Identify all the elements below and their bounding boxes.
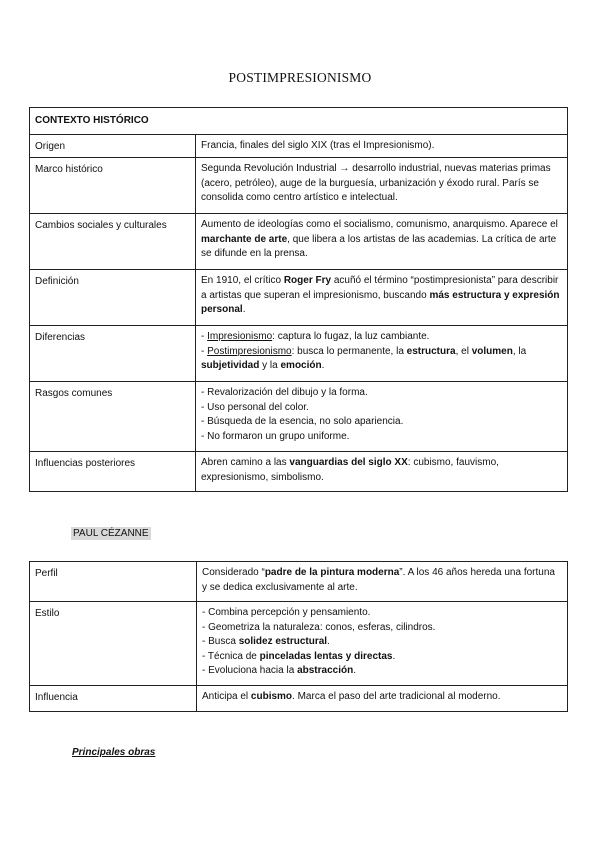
- table-row-influencias: [30, 452, 568, 492]
- row-value-influencia: Anticipa el cubismo. Marca el paso del arte tradicional al moderno.: [197, 686, 568, 712]
- row-value-perfil: Considerado “padre de la pintura moderna”. A los 46 años hereda una fortuna y se dedica exclusivamente al arte.: [197, 562, 568, 602]
- row-label-rasgos: Rasgos comunes: [30, 382, 196, 452]
- list-item: - Combina percepción y pensamiento.: [202, 607, 371, 618]
- table-row-influencia: [30, 686, 568, 712]
- table-row-perfil: [30, 562, 568, 602]
- table-row-origen: [30, 134, 568, 158]
- section-heading-cezanne: PAUL CÉZANNE: [73, 528, 149, 539]
- list-item: - Técnica de pinceladas lentas y directas.: [202, 650, 396, 662]
- row-label-definicion: Definición: [30, 270, 196, 326]
- row-value-diferencias: - Impresionismo: captura lo fugaz, la luz cambiante. - Postimpresionismo: busca lo permanente, la estructura, el volumen, la subjetividad y la emoción.: [196, 326, 568, 382]
- row-label-origen: Origen: [30, 134, 196, 158]
- list-item: - No formaron un grupo uniforme.: [201, 430, 350, 442]
- row-value-estilo: [197, 602, 568, 686]
- list-item: - Uso personal del color.: [201, 401, 309, 413]
- row-label-diferencias: Diferencias: [30, 326, 196, 382]
- section-heading-obras: Principales obras: [72, 747, 156, 758]
- table-row-estilo: [30, 602, 568, 686]
- list-item: - Geometriza la naturaleza: conos, esferas, cilindros.: [202, 621, 436, 633]
- table-row-diferencias: [30, 326, 568, 382]
- row-label-influencias: Influencias posteriores: [30, 452, 196, 492]
- list-item: - Búsqueda de la esencia, no solo apariencia.: [201, 416, 404, 428]
- context-header: CONTEXTO HISTÓRICO: [30, 108, 568, 135]
- row-label-influencia: Influencia: [30, 686, 197, 712]
- page-title: POSTIMPRESIONISMO: [228, 70, 372, 85]
- cezanne-table: [29, 561, 568, 712]
- row-label-estilo: Estilo: [30, 602, 197, 686]
- list-item: - Revalorización del dibujo y la forma.: [201, 387, 368, 399]
- table-row-header: [30, 108, 568, 135]
- context-table: [29, 107, 568, 492]
- row-label-cambios: Cambios sociales y culturales: [30, 214, 196, 270]
- row-value-origen: Francia, finales del siglo XIX (tras el Impresionismo).: [196, 134, 568, 158]
- table-row-marco: [30, 158, 568, 214]
- row-value-rasgos: [196, 382, 568, 452]
- row-label-perfil: Perfil: [30, 562, 197, 602]
- row-value-influencias: Abren camino a las vanguardias del siglo XX: cubismo, fauvismo, expresionismo, simbolismo.: [196, 452, 568, 492]
- row-value-cambios: Aumento de ideologías como el socialismo, comunismo, anarquismo. Aparece el marchante de arte, que libera a los artistas de las academias. La crítica de arte se difunde en la prensa.: [196, 214, 568, 270]
- table-row-rasgos: [30, 382, 568, 452]
- row-value-definicion: En 1910, el crítico Roger Fry acuñó el término “postimpresionista” para describir a artistas que superan el impresionismo, buscando más estructura y expresión personal.: [196, 270, 568, 326]
- table-row-cambios: [30, 214, 568, 270]
- list-item: - Evoluciona hacia la abstracción.: [202, 665, 356, 677]
- list-item: - Busca solidez estructural.: [202, 636, 330, 648]
- table-row-definicion: [30, 270, 568, 326]
- row-value-marco: Segunda Revolución Industrial → desarrollo industrial, nuevas materias primas (acero, petróleo), auge de la burguesía, urbanización y éxodo rural. París se consolida como centro artístico e intelectual.: [196, 158, 568, 214]
- row-label-marco: Marco histórico: [30, 158, 196, 214]
